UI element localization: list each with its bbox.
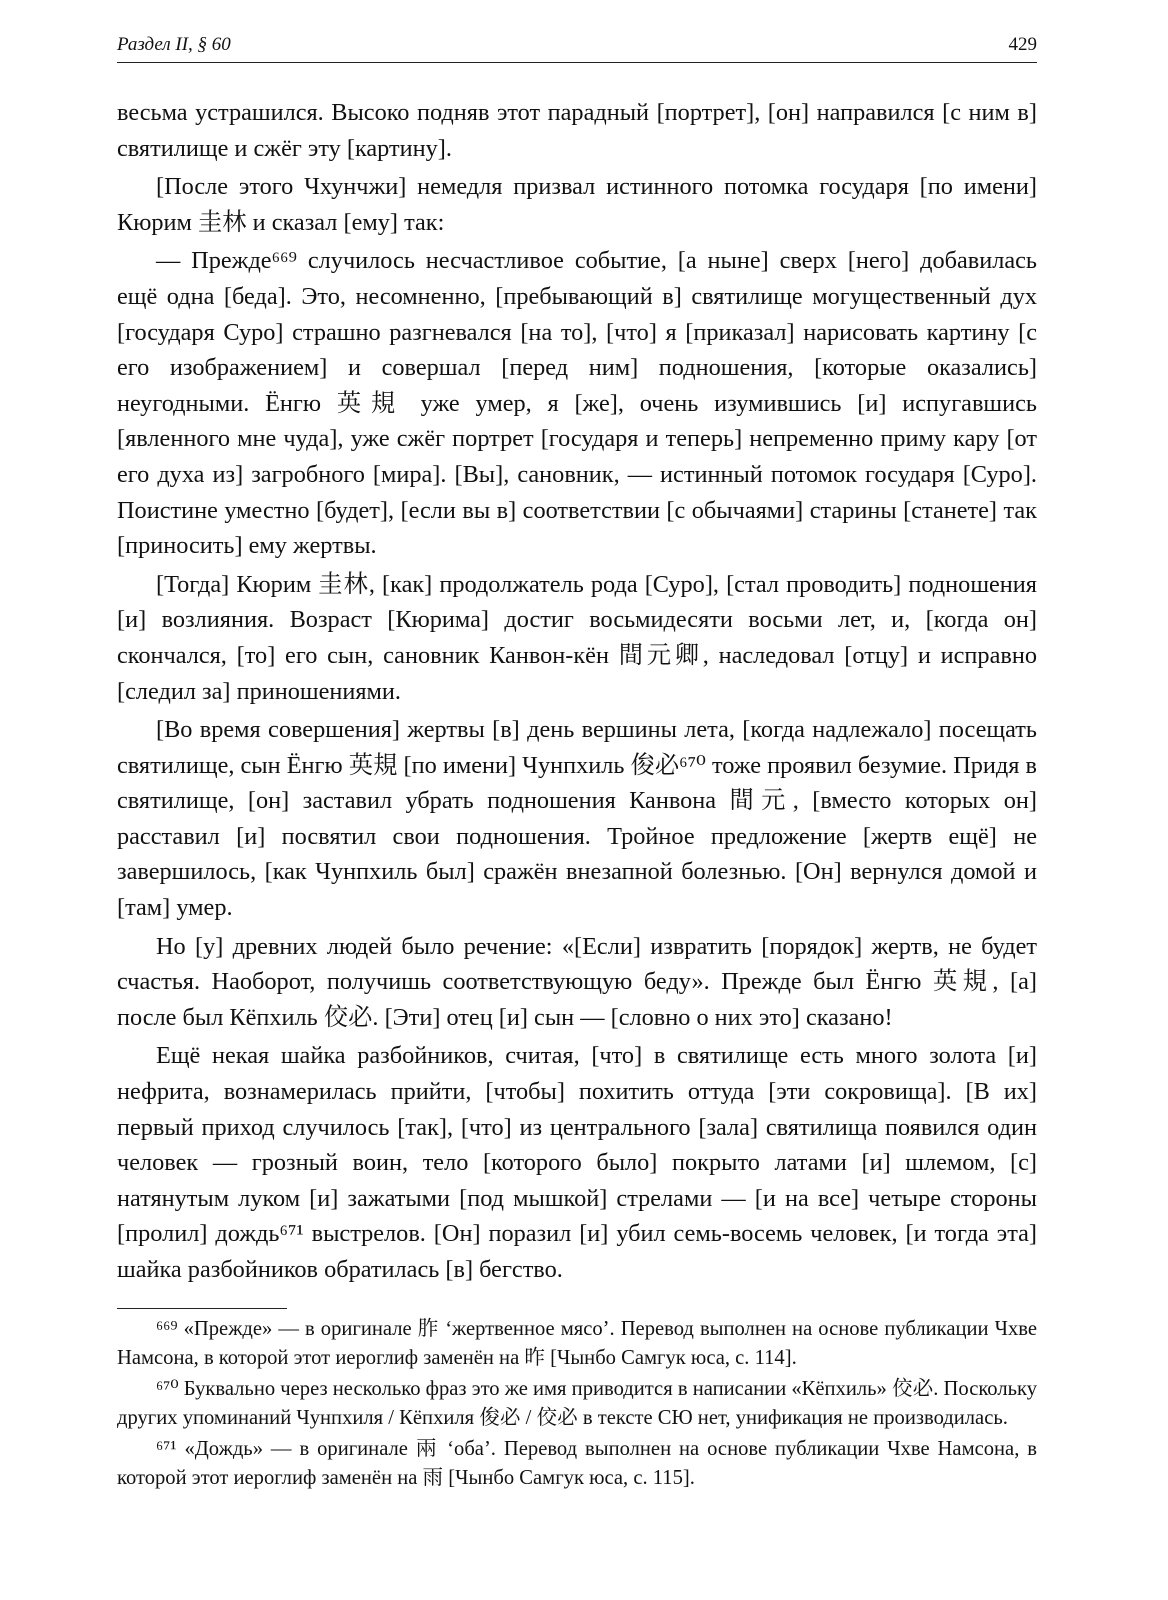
footnotes xyxy=(117,1315,1037,1493)
header-rule xyxy=(117,62,1037,63)
page-number: 429 xyxy=(1008,34,1037,55)
paragraph: [Тогда] Кюрим 圭林, [как] продолжатель рода [Суро], [стал проводить] подношения [и] возлияния. Возраст [Кюрима] достиг восьмидесяти восьми лет, и, [когда он] скончался, [то] его сын, сановник Канвон-кён 間元卿, наследовал [отцу] и исправно [следил за] приношениями. xyxy=(117,570,1037,705)
footnote-separator xyxy=(117,1308,287,1309)
paragraph: весьма устрашился. Высоко подняв этот парадный [портрет], [он] направился [с ним в] святилище и сжёг эту [картину]. xyxy=(117,99,1037,162)
paragraph: [Во время совершения] жертвы [в] день вершины лета, [когда надлежало] посещать святилище, сын Ёнгю 英規 [по имени] Чунпхиль 俊必⁶⁷⁰ тоже проявил безумие. Придя в святилище, [он] заставил убрать подношения Канвона 間元, [вместо которых он] расставил [и] посвятил свои подношения. Тройное предложение [жертв ещё] не завершилось, [как Чунпхиль был] сражён внезапной болезнью. [Он] вернулся домой и [там] умер. xyxy=(117,716,1037,922)
footnote: ⁶⁷⁰ Буквально через несколько фраз это же имя приводится в написании «Кёпхиль» 佼必. Поскольку других упоминаний Чунпхиля / Кёпхиля 俊必 / 佼必 в тексте СЮ нет, унификация не производилась. xyxy=(117,1377,1037,1429)
paragraph: Ещё некая шайка разбойников, считая, [что] в святилище есть много золота [и] нефрита, вознамерилась прийти, [чтобы] похитить оттуда [эти сокровища]. [В их] первый приход случилось [так], [что] из центрального [зала] святилища появился один человек — грозный воин, тело [которого было] покрыто латами [и] шлемом, [с] натянутым луком [и] зажатыми [под мышкой] стрелами — [и на все] четыре стороны [пролил] дождь⁶⁷¹ выстрелов. [Он] поразил [и] убил семь-восемь человек, [и тогда эта] шайка разбойников обратилась [в] бегство. xyxy=(117,1042,1037,1283)
footnote: ⁶⁷¹ «Дождь» — в оригинале 兩 ‘оба’. Перевод выполнен на основе публикации Чхве Намсона, в которой этот иероглиф заменён на 雨 [Чынбо Самгук юса, с. 115]. xyxy=(117,1437,1037,1489)
paragraph: — Прежде⁶⁶⁹ случилось несчастливое событие, [а ныне] сверх [него] добавилась ещё одна [беда]. Это, несомненно, [пребывающий в] святилище могущественный дух [государя Суро] страшно разгневался [на то], [что] я [приказал] нарисовать картину [с его изображением] и совершал [перед ним] подношения, [которые оказались] неугодными. Ёнгю 英規 уже умер, я [же], очень изумившись [и] испугавшись [явленного мне чуда], уже сжёг портрет [государя и теперь] непременно приму кару [от его духа из] загробного [мира]. [Вы], сановник, — истинный потомок государя [Суро]. Поистине уместно [будет], [если вы в] соответствии [с обычаями] старины [станете] так [приносить] ему жертвы. xyxy=(117,247,1037,560)
book-page xyxy=(117,28,1037,1493)
running-head xyxy=(117,28,1037,62)
paragraph: [После этого Чхунчжи] немедля призвал истинного потомка государя [по имени] Кюрим 圭林 и сказал [ему] так: xyxy=(117,173,1037,236)
footnote: ⁶⁶⁹ «Прежде» — в оригинале 胙 ‘жертвенное мясо’. Перевод выполнен на основе публикации Чхве Намсона, в которой этот иероглиф заменён на 昨 [Чынбо Самгук юса, с. 114]. xyxy=(117,1317,1037,1369)
paragraph: Но [у] древних людей было речение: «[Если] извратить [порядок] жертв, не будет счастья. Наоборот, получишь соответствующую беду». Прежде был Ёнгю 英規, [а] после был Кёпхиль 佼必. [Эти] отец [и] сын — [словно о них это] сказано! xyxy=(117,932,1037,1031)
main-text xyxy=(117,95,1037,1288)
section-title: Раздел II, § 60 xyxy=(117,34,231,55)
